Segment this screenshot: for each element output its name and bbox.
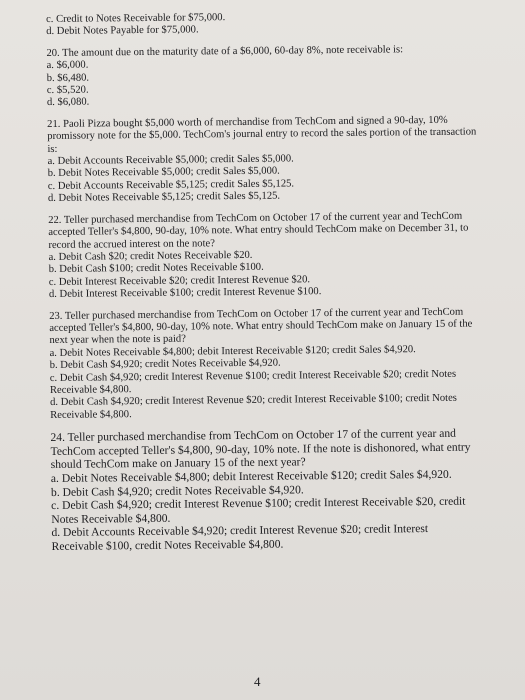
question-23 [49,306,480,422]
option-b: b. Debit Cash $100; credit Notes Receivable $100. [48,262,264,276]
option-c: c. $5,520. [46,84,89,97]
question-24 [50,427,481,554]
option-d: d. Debit Notes Payable for $75,000. [46,24,199,38]
question-text: 21. Paoli Pizza bought $5,000 worth of merchandise from TechCom and signed a 90-day, 10% promissory note for the $5,000. TechCom's journal entry to record the sales portion of the transaction is: [47,114,477,155]
option-d: d. Debit Notes Receivable $5,125; credit Sales $5,125. [47,190,281,205]
question-text: 20. The amount due on the maturity date of a $6,000, 60-day 8%, note receivable is: [46,44,404,59]
option-d: d. Debit Interest Receivable $100; credit Interest Revenue $100. [48,286,322,301]
option-c: c. Debit Accounts Receivable $5,125; credit Sales $5,125. [47,178,295,192]
option-d: d. Debit Cash $4,920; credit Interest Revenue $20; credit Interest Receivable $100; credit Notes Receivable $4,800. [50,393,457,421]
option-c: c. Debit Cash $4,920; credit Interest Revenue $100; credit Interest Receivable $20; credit Notes Receivable $4,800. [49,368,457,396]
option-a: a. Debit Cash $20; credit Notes Receivable $20. [48,249,253,263]
option-c: c. Debit Interest Receivable $20; credit Interest Revenue $20. [48,273,311,288]
question-21 [47,114,478,205]
question-text: 24. Teller purchased merchandise from TechCom on October 17 of the current year and TechCom accepted Teller's $4,800, 90-day, 10% note. If the note is dishonored, what entry should TechCom make on January 15 of the next year? [50,426,471,472]
option-d: d. Debit Accounts Receivable $4,920; credit Interest Revenue $20; credit Interest Receivable $100, credit Notes Receivable $4,800. [51,522,429,553]
question-22 [48,210,479,301]
option-b: b. Debit Notes Receivable $5,000; credit Sales $5,000. [47,166,280,180]
option-a: a. Debit Accounts Receivable $5,000; credit Sales $5,000. [47,153,294,168]
page-content [46,9,482,553]
option-a: a. Debit Notes Receivable $4,800; debit Interest Receivable $120; credit Sales $4,920. [50,467,452,485]
option-b: b. Debit Cash $4,920; credit Notes Receivable $4,920. [50,482,304,499]
option-b: b. $6,480. [46,72,90,84]
option-a: a. Debit Notes Receivable $4,800; debit Interest Receivable $120; credit Sales $4,920. [49,343,416,359]
option-c: c. Credit to Notes Receivable for $75,000. [46,12,226,25]
question-20 [46,43,477,110]
option-b: b. Debit Cash $4,920; credit Notes Receivable $4,920. [49,357,281,372]
option-d: d. $6,080. [46,96,90,109]
question-19-tail [46,9,476,38]
option-a: a. $6,000. [46,59,89,72]
question-text: 23. Teller purchased merchandise from TechCom on October 17 of the current year and TechCom accepted Teller's $4,800, 90-day, 10% note. What entry should TechCom make on January 15 of the next year when the note is paid? [49,306,473,347]
question-text: 22. Teller purchased merchandise from TechCom on October 17 of the current year and TechCom accepted Teller's $4,800, 90-day, 10% note. What entry should TechCom make on December 31, to record the accrued interest on the note? [48,210,469,251]
page-number: 4 [254,674,261,689]
option-c: c. Debit Cash $4,920; credit Interest Revenue $100; credit Interest Receivable $20, credit Notes Receivable $4,800. [51,494,466,526]
